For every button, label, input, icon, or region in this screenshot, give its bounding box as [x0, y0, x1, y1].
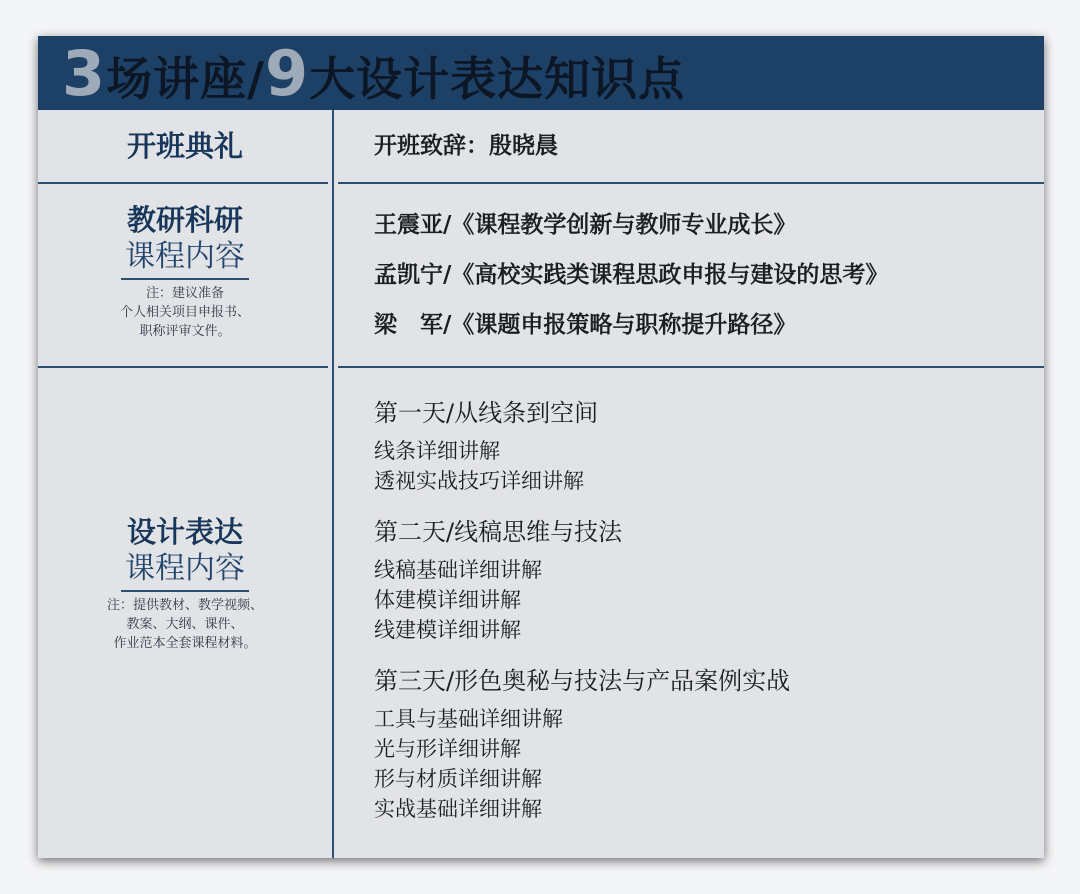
day-3-item: 工具与基础详细讲解 [374, 707, 563, 731]
row-divider-2-right [338, 366, 1044, 368]
research-course-cell [38, 202, 332, 341]
design-note-line: 教案、大纲、课件、 [126, 617, 244, 632]
opening-ceremony-heading: 开班典礼 [126, 129, 243, 163]
design-course-cell [38, 514, 332, 653]
day-3-item: 光与形详细讲解 [374, 737, 521, 761]
opening-ceremony-cell [38, 128, 332, 164]
research-note-line: 注：建议准备 [145, 286, 224, 301]
opening-speech-cell [374, 121, 558, 171]
design-heading: 设计表达 [126, 515, 243, 549]
day-3-item: 实战基础详细讲解 [374, 797, 542, 821]
design-note-line: 作业范本全套课程材料。 [113, 636, 257, 651]
research-note-line: 职称评审文件。 [139, 324, 231, 339]
day-2-item: 线稿基础详细讲解 [374, 558, 542, 582]
research-heading: 教研科研 [126, 203, 243, 237]
design-subheading: 课程内容 [121, 550, 249, 592]
design-days-cell [374, 396, 790, 824]
course-schedule-card [38, 36, 1044, 858]
day-spacer [374, 645, 790, 664]
day-3-item: 形与材质详细讲解 [374, 767, 542, 791]
day-2-item: 线建模详细讲解 [374, 618, 521, 642]
column-divider [332, 110, 334, 858]
day-1-title: 第一天/从线条到空间 [374, 399, 599, 427]
day-2-item: 体建模详细讲解 [374, 588, 521, 612]
research-note [38, 284, 332, 341]
day-2-title: 第二天/线稿思维与技法 [374, 518, 623, 546]
research-lectures-cell [374, 200, 888, 350]
design-note-line: 注：提供教材、教学视频、 [106, 598, 263, 613]
research-note-line: 个人相关项目申报书、 [119, 305, 250, 320]
row-divider-2-left [38, 366, 328, 368]
design-note [38, 596, 332, 653]
knowledge-point-count: 9 [264, 36, 310, 110]
lecture-item: 梁 军/《课题申报策略与职称提升路径》 [374, 312, 797, 338]
title-banner [38, 36, 1044, 110]
research-subheading: 课程内容 [121, 238, 249, 280]
lecture-item: 孟凯宁/《高校实践类课程思政申报与建设的思考》 [374, 262, 889, 288]
lecture-item: 王震亚/《课程教学创新与教师专业成长》 [374, 212, 797, 238]
lecture-count: 3 [62, 36, 107, 110]
title-part-knowledge: 大设计表达知识点 [309, 51, 686, 106]
banner-title [62, 37, 685, 110]
opening-speech-text: 开班致辞：殷晓晨 [374, 133, 558, 159]
day-spacer [374, 496, 790, 515]
row-divider-1-right [338, 182, 1044, 184]
title-part-lectures: 场讲座/ [106, 51, 265, 106]
row-divider-1-left [38, 182, 328, 184]
day-1-item: 线条详细讲解 [374, 439, 500, 463]
day-3-title: 第三天/形色奥秘与技法与产品案例实战 [374, 667, 791, 695]
day-1-item: 透视实战技巧详细讲解 [374, 469, 584, 493]
